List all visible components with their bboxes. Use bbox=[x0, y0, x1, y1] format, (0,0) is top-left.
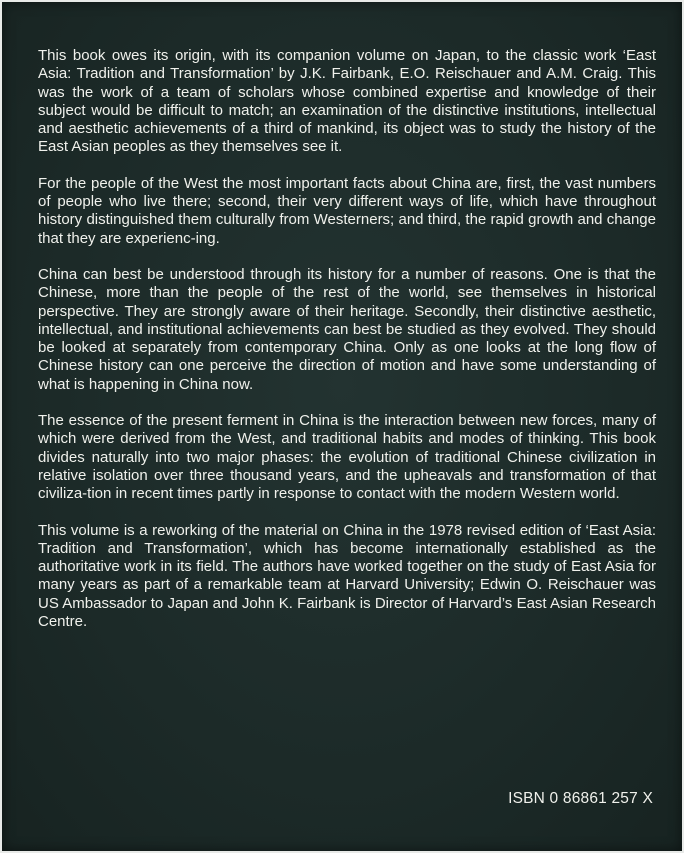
blurb-paragraph-1: This book owes its origin, with its companion volume on Japan, to the classic work ‘East Asia: Tradition and Transformation’ by J.K. Fairbank, E.O. Reischauer and A.M. Craig. This was the work of a team of scholars whose combined expertise and knowledge of their subject would be difficult to match; an examination of the distinctive institutions, intellectual and aesthetic achievements of a third of mankind, its object was to study the history of the East Asian peoples as they themselves see it. bbox=[38, 47, 656, 156]
blurb-text bbox=[38, 47, 656, 649]
back-cover bbox=[2, 2, 682, 851]
blurb-paragraph-5: This volume is a reworking of the material on China in the 1978 revised edition of ‘East Asia: Tradition and Transformation’, which has become internationally established as the authoritative work in its field. The authors have worked together on the study of East Asia for many years as part of a remarkable team at Harvard University; Edwin O. Reischauer was US Ambassador to Japan and John K. Fairbank is Director of Harvard’s East Asian Research Centre. bbox=[38, 521, 656, 631]
blurb-paragraph-4: The essence of the present ferment in China is the interaction between new forces, many of which were derived from the West, and traditional habits and modes of thinking. This book divides naturally into two major phases: the evolution of traditional Chinese civilization in relative isolation over three thousand years, and the upheavals and transformation of that civiliza-tion in recent times partly in response to contact with the modern Western world. bbox=[38, 412, 656, 503]
isbn-number: ISBN 0 86861 257 X bbox=[508, 790, 653, 807]
blurb-paragraph-2: For the people of the West the most important facts about China are, first, the vast numbers of people who live there; second, their very different ways of life, which have throughout history distinguished them culturally from Westerners; and third, the rapid growth and change that they are experienc-ing. bbox=[38, 174, 656, 247]
blurb-paragraph-3: China can best be understood through its history for a number of reasons. One is that the Chinese, more than the people of the rest of the world, see themselves in historical perspective. They are strongly aware of their heritage. Secondly, their distinctive aesthetic, intellectual, and institutional achievements can best be studied as they evolved. They should be looked at separately from contemporary China. Only as one looks at the long flow of Chinese history can one perceive the direction of motion and have some understanding of what is happening in China now. bbox=[38, 265, 656, 393]
